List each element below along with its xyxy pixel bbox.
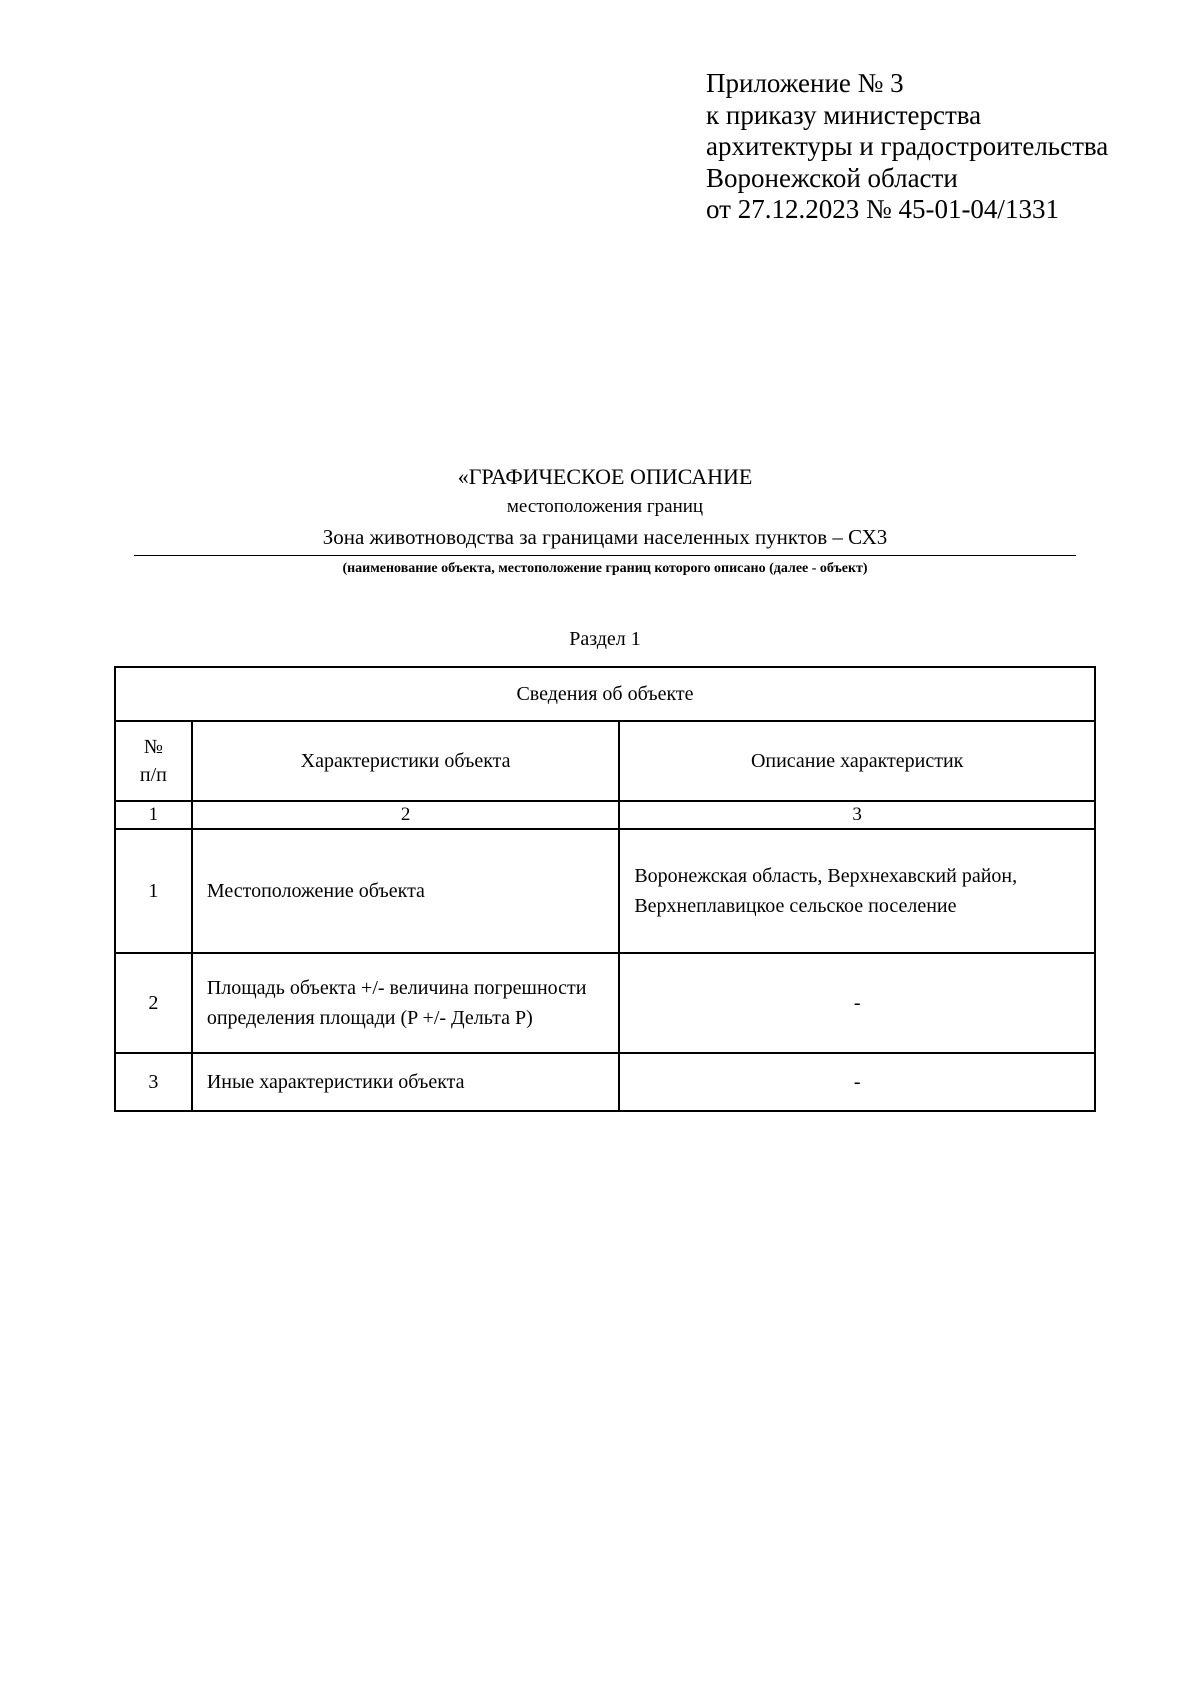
table-row xyxy=(115,1053,1095,1111)
row-description: - xyxy=(619,1053,1095,1111)
row-description: Воронежская область, Верхнехавский район, Верхнеплавицкое сельское поселение xyxy=(619,829,1095,953)
column-number: 2 xyxy=(192,801,620,829)
document-title: «ГРАФИЧЕСКОЕ ОПИСАНИЕ xyxy=(457,464,753,489)
appendix-line: от 27.12.2023 № 45-01-04/1331 xyxy=(706,194,1059,224)
document-title-block xyxy=(134,462,1076,580)
appendix-line: архитектуры и градостроительства xyxy=(706,131,1109,161)
table-caption: Сведения об объекте xyxy=(115,667,1095,721)
object-name: Зона животноводства за границами населенных пунктов – СХ3 xyxy=(134,522,1076,556)
column-number-row xyxy=(115,801,1095,829)
row-description: - xyxy=(619,953,1095,1053)
object-info-table xyxy=(114,666,1096,1112)
appendix-line: Воронежской области xyxy=(706,162,958,193)
row-characteristic: Иные характеристики объекта xyxy=(192,1053,620,1111)
column-number: 3 xyxy=(619,801,1095,829)
header-description: Описание характеристик xyxy=(619,721,1095,801)
column-number: 1 xyxy=(115,801,192,829)
row-number: 1 xyxy=(115,829,192,953)
table-row xyxy=(115,953,1095,1053)
row-characteristic: Площадь объекта +/- величина погрешности определения площади (P +/- Дельта P) xyxy=(192,953,620,1053)
object-name-note: (наименование объекта, местоположение границ которого описано (далее - объект) xyxy=(342,561,868,576)
table-caption-row xyxy=(115,667,1095,721)
header-characteristics: Характеристики объекта xyxy=(192,721,620,801)
header-number: № п/п xyxy=(115,721,192,801)
document-subtitle: местоположения границ xyxy=(506,496,704,517)
table-header-row xyxy=(115,721,1095,801)
appendix-line: к приказу министерства xyxy=(706,99,982,130)
table-row xyxy=(115,829,1095,953)
row-number: 2 xyxy=(115,953,192,1053)
row-characteristic: Местоположение объекта xyxy=(192,829,620,953)
row-number: 3 xyxy=(115,1053,192,1111)
appendix-line: Приложение № 3 xyxy=(706,68,904,98)
section-label: Раздел 1 xyxy=(569,628,641,650)
appendix-reference xyxy=(706,68,1186,226)
